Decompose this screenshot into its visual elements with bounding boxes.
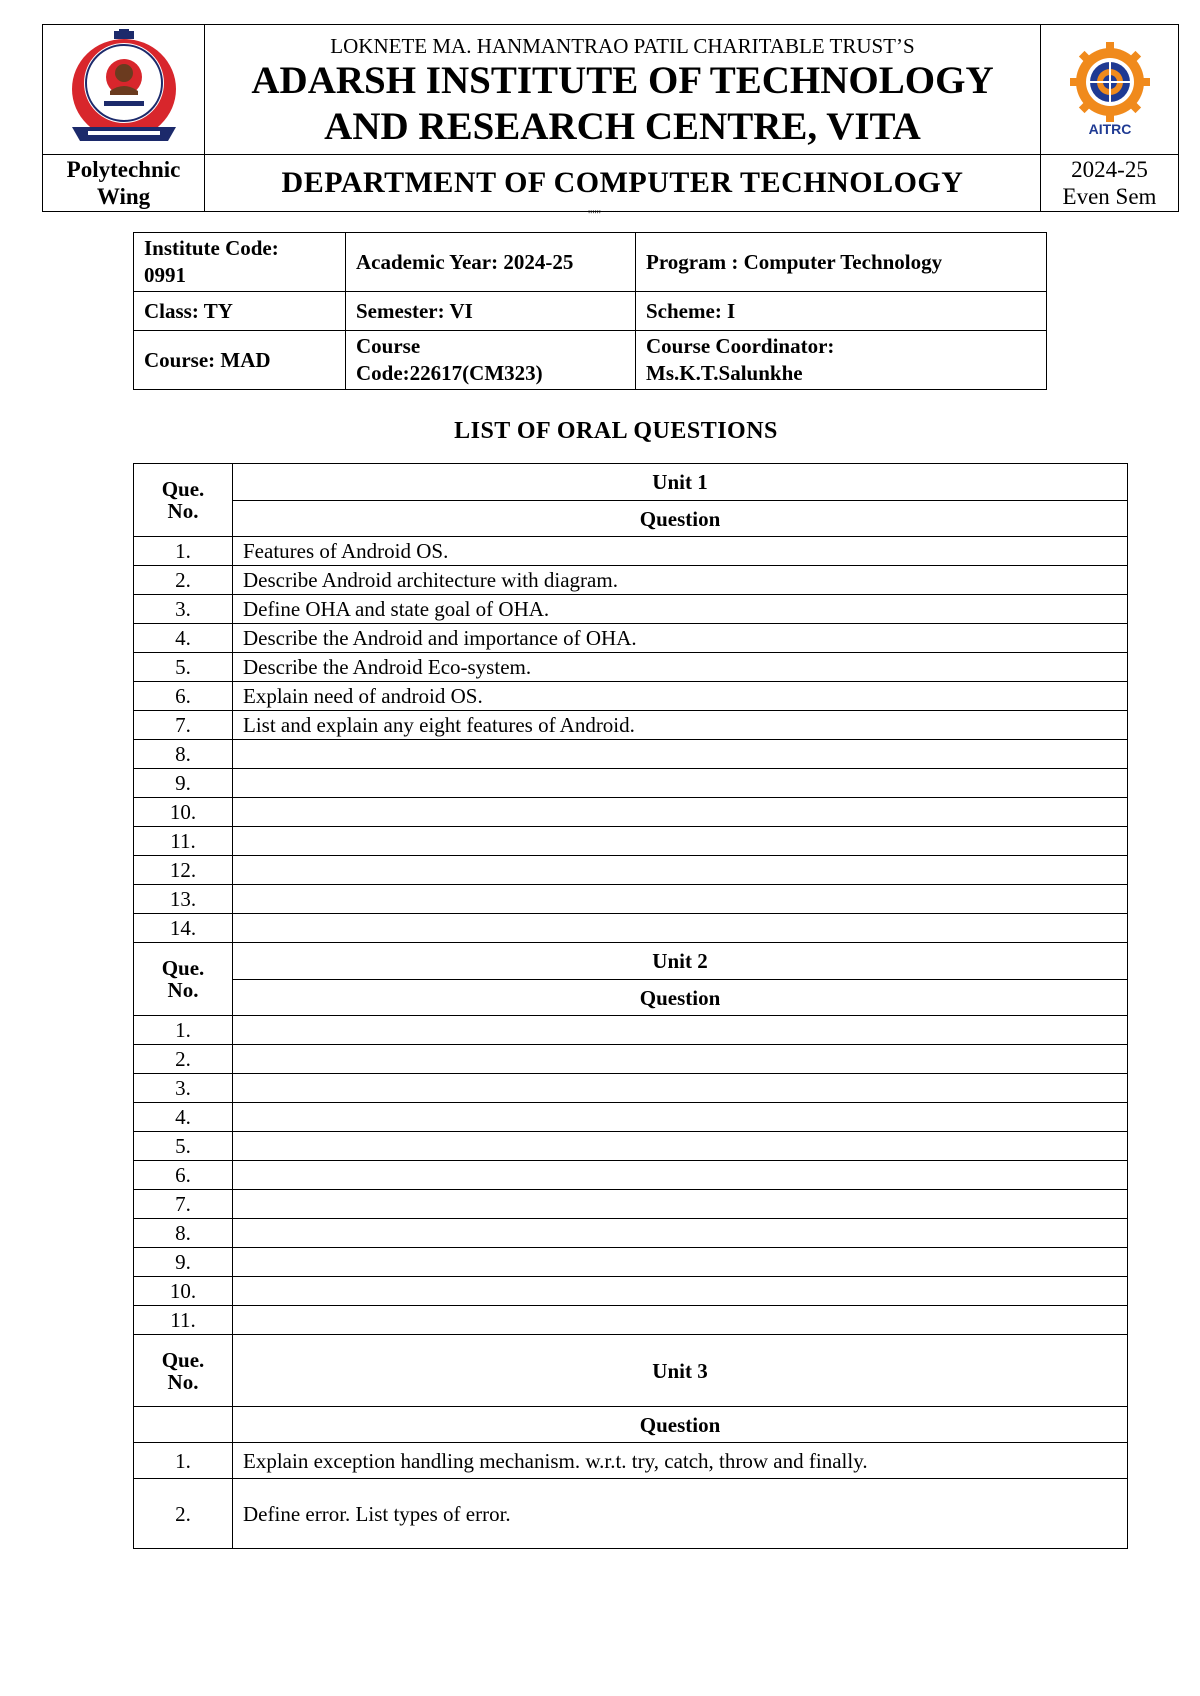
que-label: Que.: [161, 956, 205, 980]
question-number: 10.: [134, 798, 233, 827]
left-logo-cell: [43, 25, 205, 155]
year-cell: [1041, 155, 1179, 212]
question-text: [233, 1016, 1128, 1045]
table-row: [134, 1479, 1128, 1549]
questions-table: [133, 463, 1128, 1549]
question-header: Question: [233, 980, 1128, 1016]
question-number: 12.: [134, 856, 233, 885]
question-header: Question: [233, 1407, 1128, 1443]
question-text: [233, 1161, 1128, 1190]
question-number: 2.: [134, 1479, 233, 1549]
question-text: [233, 1248, 1128, 1277]
unit2-question-header-row: [134, 980, 1128, 1016]
table-row: [134, 1306, 1128, 1335]
question-text: [233, 1190, 1128, 1219]
institute-name-line1: ADARSH INSTITUTE OF TECHNOLOGY: [251, 58, 994, 102]
question-header: Question: [233, 501, 1128, 537]
question-number: 10.: [134, 1277, 233, 1306]
unit-title: Unit 1: [233, 464, 1128, 501]
question-number: 5.: [134, 1132, 233, 1161]
no-label: No.: [167, 978, 199, 1002]
aitrc-gear-logo: [1067, 42, 1153, 138]
scheme: Scheme: I: [636, 292, 1047, 331]
question-number: 13.: [134, 885, 233, 914]
question-text: Describe Android architecture with diagram.: [233, 566, 1128, 595]
question-number: 8.: [134, 1219, 233, 1248]
course: Course: MAD: [134, 331, 346, 390]
trust-name: LOKNETE MA. HANMANTRAO PATIL CHARITABLE TRUST’S: [330, 33, 915, 58]
institute-code-value: 0991: [144, 263, 186, 287]
table-row: [134, 885, 1128, 914]
table-row: [134, 1277, 1128, 1306]
unit1-header-row: [134, 464, 1128, 501]
question-number: 3.: [134, 1074, 233, 1103]
table-row: [134, 1443, 1128, 1479]
table-row: [134, 1132, 1128, 1161]
course-info-table: [133, 232, 1047, 390]
institute-seal-logo: [64, 29, 184, 151]
question-text: Define OHA and state goal of OHA.: [233, 595, 1128, 624]
question-text: [233, 1306, 1128, 1335]
question-text: Define error. List types of error.: [233, 1479, 1128, 1549]
question-number: 9.: [134, 769, 233, 798]
unit1-question-header-row: [134, 501, 1128, 537]
question-number: 5.: [134, 653, 233, 682]
course-code-cell: [346, 331, 636, 390]
table-row: [134, 595, 1128, 624]
semester: Semester: VI: [346, 292, 636, 331]
coordinator-value: Ms.K.T.Salunkhe: [646, 361, 803, 385]
course-code-label: Course: [356, 334, 421, 358]
question-text: [233, 914, 1128, 943]
question-text: [233, 1132, 1128, 1161]
table-row: [134, 856, 1128, 885]
question-number: 14.: [134, 914, 233, 943]
que-label: Que.: [161, 477, 205, 501]
table-row: [134, 1016, 1128, 1045]
table-row: [134, 740, 1128, 769]
table-row: [134, 1190, 1128, 1219]
list-title: LIST OF ORAL QUESTIONS: [454, 418, 778, 444]
question-number: 4.: [134, 624, 233, 653]
que-no-header: [134, 943, 233, 1016]
program: Program : Computer Technology: [636, 233, 1047, 292]
table-row: [134, 1248, 1128, 1277]
question-text: [233, 1074, 1128, 1103]
que-no-header: [134, 464, 233, 537]
question-text: Describe the Android and importance of OHA.: [233, 624, 1128, 653]
question-text: Features of Android OS.: [233, 537, 1128, 566]
institute-code-cell: [134, 233, 346, 292]
question-text: [233, 885, 1128, 914]
question-number: 2.: [134, 1045, 233, 1074]
question-text: [233, 1277, 1128, 1306]
question-text: [233, 798, 1128, 827]
table-row: [134, 682, 1128, 711]
table-row: [134, 1103, 1128, 1132]
question-text: [233, 827, 1128, 856]
table-row: [134, 914, 1128, 943]
question-number: 1.: [134, 537, 233, 566]
class: Class: TY: [134, 292, 346, 331]
question-text: [233, 1219, 1128, 1248]
question-number: 7.: [134, 1190, 233, 1219]
question-number: 1.: [134, 1443, 233, 1479]
department-name: DEPARTMENT OF COMPUTER TECHNOLOGY: [281, 166, 964, 199]
unit-title: Unit 2: [233, 943, 1128, 980]
no-label: No.: [167, 1369, 199, 1394]
table-row: [134, 537, 1128, 566]
question-number: 3.: [134, 595, 233, 624]
question-number: 6.: [134, 682, 233, 711]
question-number: 1.: [134, 1016, 233, 1045]
table-row: [134, 1161, 1128, 1190]
question-number: 4.: [134, 1103, 233, 1132]
table-row: [134, 624, 1128, 653]
header-dots: '''''': [588, 207, 601, 221]
question-number: 11.: [134, 1306, 233, 1335]
coordinator-cell: [636, 331, 1047, 390]
department-cell: [205, 155, 1041, 212]
year-line2: Even Sem: [1062, 184, 1157, 209]
question-number: 2.: [134, 566, 233, 595]
right-logo-cell: [1041, 25, 1179, 155]
question-number: 11.: [134, 827, 233, 856]
unit2-header-row: [134, 943, 1128, 980]
no-label: No.: [167, 499, 199, 523]
table-row: [134, 711, 1128, 740]
table-row: [134, 769, 1128, 798]
year-line1: 2024-25: [1071, 157, 1148, 182]
institute-code-label: Institute Code:: [144, 236, 279, 260]
question-text: Describe the Android Eco-system.: [233, 653, 1128, 682]
question-text: [233, 1045, 1128, 1074]
table-row: [134, 827, 1128, 856]
coordinator-label: Course Coordinator:: [646, 334, 835, 358]
question-text: Explain exception handling mechanism. w.r.t. try, catch, throw and finally.: [233, 1443, 1128, 1479]
table-row: [134, 1074, 1128, 1103]
letterhead: [42, 24, 1179, 212]
wing-line2: Wing: [96, 184, 151, 209]
que-no-header: [134, 1335, 233, 1407]
aitrc-logo-text: AITRC: [1088, 120, 1131, 137]
institute-name-cell: [205, 25, 1041, 155]
table-row: [134, 798, 1128, 827]
wing-cell: [43, 155, 205, 212]
question-number: 6.: [134, 1161, 233, 1190]
table-row: [134, 653, 1128, 682]
que-label: Que.: [161, 1347, 205, 1372]
table-row: [134, 1045, 1128, 1074]
question-text: [233, 1103, 1128, 1132]
question-text: [233, 769, 1128, 798]
question-number: 7.: [134, 711, 233, 740]
empty-cell: [134, 1407, 233, 1443]
question-text: [233, 740, 1128, 769]
unit3-question-header-row: [134, 1407, 1128, 1443]
institute-name-line2: AND RESEARCH CENTRE, VITA: [324, 104, 921, 148]
wing-line1: Polytechnic: [66, 157, 181, 182]
question-text: Explain need of android OS.: [233, 682, 1128, 711]
course-code-value: Code:22617(CM323): [356, 361, 543, 385]
table-row: [134, 566, 1128, 595]
question-number: 8.: [134, 740, 233, 769]
question-text: [233, 856, 1128, 885]
unit-title: Unit 3: [233, 1335, 1128, 1407]
unit3-header-row: [134, 1335, 1128, 1407]
academic-year: Academic Year: 2024-25: [346, 233, 636, 292]
question-text: List and explain any eight features of Android.: [233, 711, 1128, 740]
table-row: [134, 1219, 1128, 1248]
question-number: 9.: [134, 1248, 233, 1277]
